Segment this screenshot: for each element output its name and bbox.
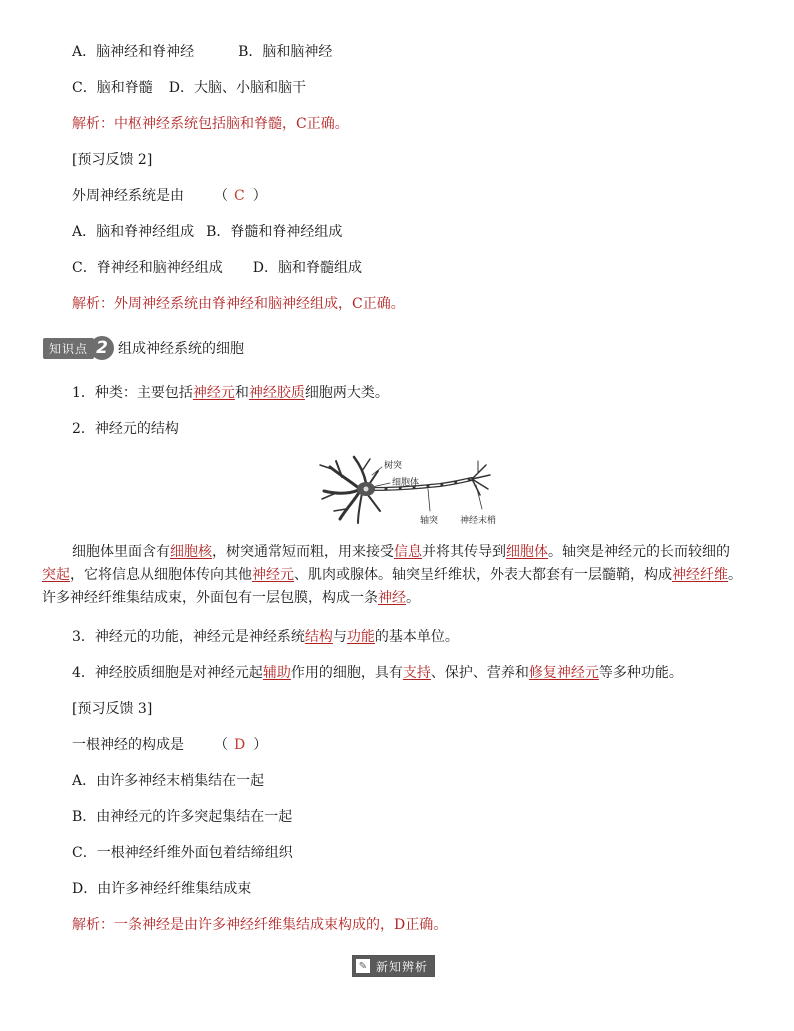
feedback3-option-c: C．一根神经纤维外面包着结缔组织: [72, 845, 293, 861]
edit-icon: ✎: [356, 959, 370, 973]
section2-item1: [72, 383, 389, 403]
item4-keyword-assist: 辅助: [262, 665, 291, 681]
item1-mid: 和: [234, 385, 249, 401]
feedback2-paren-close: ）: [252, 188, 267, 204]
item4-mid-1: 作用的细胞，具有: [290, 665, 403, 681]
item4-keyword-repair: 修复神经元: [528, 665, 599, 681]
para-text-4: 。轴突是神经元的长而较细的: [548, 544, 730, 560]
feedback3-paren-open: （: [214, 737, 228, 753]
para-text-6: 、肌肉或腺体。轴突呈纤维状，外表大都套有一层髓鞘，构成: [294, 567, 672, 583]
feedback2-stem: 外周神经系统是由: [72, 188, 184, 204]
para-text-7: 。许多神经纤维集结成束，外面包有一层包膜，构成一条: [42, 567, 742, 606]
feedback2-paren-open: （: [214, 188, 228, 204]
knowledge-point-number: 2: [90, 336, 114, 360]
section2-item2: 2．神经元的结构: [72, 421, 179, 437]
feedback3-option-a: A．由许多神经末梢集结在一起: [72, 773, 265, 789]
feedback2-options-row1: [72, 222, 342, 242]
feedback2-option-c: C．脊神经和脑神经组成: [72, 260, 223, 276]
feedback2-stem-row: [72, 186, 267, 206]
section2-title: 组成神经系统的细胞: [118, 341, 245, 357]
feedback3-title: [预习反馈 3]: [72, 701, 153, 717]
neuron-drawing: [320, 457, 490, 523]
feedback2-options-row2: [72, 258, 362, 278]
footer-label: 新知辨析: [376, 959, 429, 974]
feedback3-answer: D: [234, 737, 246, 753]
section2-item4: [72, 663, 683, 683]
item1-prefix: 1．种类：主要包括: [72, 385, 193, 401]
para-text-5: ，它将信息从细胞体传向其他: [70, 567, 252, 583]
para-keyword-cell-body: 细胞体: [506, 544, 548, 560]
neuron-structure-paragraph: [42, 541, 742, 610]
feedback2-title: [预习反馈 2]: [72, 152, 153, 168]
para-text-2: ，树突通常短而粗，用来接受: [212, 544, 394, 560]
q1-options-row1: [72, 42, 332, 62]
para-keyword-nucleus: 细胞核: [170, 544, 212, 560]
feedback2-answer: C: [234, 188, 245, 204]
item4-prefix: 4．神经胶质细胞是对神经元起: [72, 665, 263, 681]
feedback2-option-b: B．脊髓和脊神经组成: [206, 224, 343, 240]
section2-item3: [72, 627, 459, 647]
para-keyword-nerve: 神经: [378, 590, 406, 606]
q1-options-row2: [72, 78, 306, 98]
feedback3-option-b: B．由神经元的许多突起集结在一起: [72, 809, 293, 825]
para-keyword-process: 突起: [42, 567, 70, 583]
para-text-1: 细胞体里面含有: [72, 544, 170, 560]
label-cell-body: 细胞体: [392, 478, 420, 488]
para-text-8: 。: [406, 590, 420, 606]
item1-keyword-glia: 神经胶质: [248, 385, 305, 401]
q1-option-b: B．脑和脑神经: [238, 44, 333, 60]
q1-option-c: C．脑和脊髓: [72, 80, 153, 96]
item3-mid: 与: [332, 629, 347, 645]
feedback2-option-a: A．脑和脊神经组成: [72, 224, 195, 240]
new-knowledge-analysis-badge: [352, 955, 435, 977]
label-axon: 轴突: [420, 516, 439, 526]
q1-analysis: 解析：中枢神经系统包括脑和脊髓，C正确。: [72, 116, 349, 132]
nucleus-shape: [364, 487, 369, 492]
item4-keyword-support: 支持: [402, 665, 431, 681]
label-nerve-ending: 神经末梢: [460, 516, 497, 526]
feedback3-stem-row: [72, 735, 267, 755]
feedback2-option-d: D．脑和脊髓组成: [252, 260, 362, 276]
para-keyword-nerve-fiber: 神经纤维: [672, 567, 728, 583]
label-dendrite: 树突: [384, 461, 403, 471]
knowledge-point-label: 知识点: [43, 338, 94, 359]
item4-suffix: 等多种功能。: [598, 665, 683, 681]
feedback3-option-d: D．由许多神经纤维集结成束: [72, 881, 252, 897]
para-keyword-neuron: 神经元: [252, 567, 294, 583]
q1-option-d: D．大脑、小脑和脑干: [168, 80, 306, 96]
para-text-3: 并将其传导到: [422, 544, 506, 560]
neuron-diagram: [310, 453, 500, 529]
q1-option-a: A．脑神经和脊神经: [72, 44, 195, 60]
para-keyword-information: 信息: [394, 544, 422, 560]
item3-prefix: 3．神经元的功能，神经元是神经系统: [72, 629, 305, 645]
item1-keyword-neuron: 神经元: [192, 385, 235, 401]
knowledge-point-badge: [43, 337, 244, 359]
item1-suffix: 细胞两大类。: [304, 385, 389, 401]
item4-mid-2: 、保护、营养和: [430, 665, 529, 681]
feedback2-analysis: 解析：外周神经系统由脊神经和脑神经组成，C正确。: [72, 296, 405, 312]
feedback3-paren-close: ）: [253, 737, 268, 753]
item3-suffix: 的基本单位。: [374, 629, 459, 645]
feedback3-stem: 一根神经的构成是: [72, 737, 184, 753]
item3-keyword-function: 功能: [346, 629, 375, 645]
feedback3-analysis: 解析：一条神经是由许多神经纤维集结成束构成的，D正确。: [72, 917, 448, 933]
item3-keyword-structure: 结构: [304, 629, 333, 645]
